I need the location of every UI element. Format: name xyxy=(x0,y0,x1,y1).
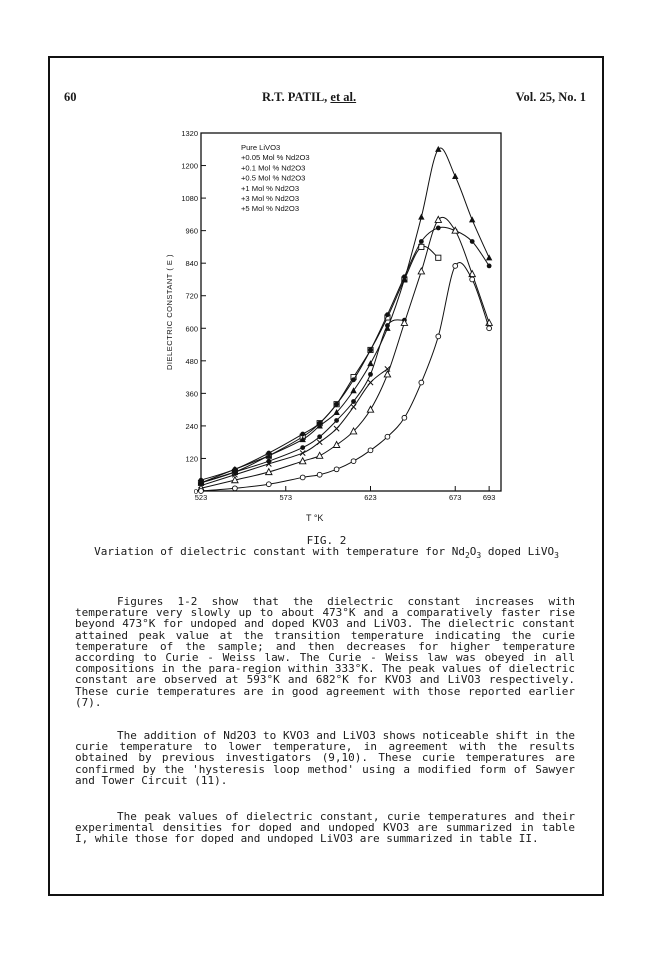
x-tick-label: 573 xyxy=(279,493,293,502)
data-point-circle xyxy=(334,418,339,423)
x-tick-label: 693 xyxy=(482,493,496,502)
series-group xyxy=(199,263,492,494)
data-point-circle xyxy=(317,434,322,439)
data-point-circle xyxy=(453,263,458,268)
author-etal: et al. xyxy=(330,90,357,104)
data-point-triangle xyxy=(333,441,339,447)
data-point-circle xyxy=(470,239,475,244)
legend-entry: +1 Mol % Nd2O3 xyxy=(241,183,300,193)
data-point-circle xyxy=(266,451,271,456)
series-line xyxy=(201,217,489,488)
dielectric-chart xyxy=(160,128,540,513)
y-tick-label: 240 xyxy=(185,421,198,431)
data-point-circle xyxy=(419,380,424,385)
legend-entry: +5 Mol % Nd2O3 xyxy=(241,204,300,214)
y-tick-label: 480 xyxy=(185,356,198,366)
figure-number: FIG. 2 xyxy=(306,534,347,547)
data-point-triangle xyxy=(435,216,441,222)
author-line xyxy=(262,90,356,105)
data-point-circle xyxy=(487,263,492,268)
data-point-circle xyxy=(351,459,356,464)
data-point-circle xyxy=(402,415,407,420)
paragraph-2: The addition of Nd2O3 to KVO3 and LiVO3 shows noticeable shift in the curie temperature to lower temperature, in agreement with the results obtained by previous investigators (9,10). These curie temperatures are confirmed by the 'hysteresis loop method' using a modified form of Sawyer and Tower Circuit (11). xyxy=(75,729,575,787)
data-point-triangle xyxy=(316,452,322,458)
y-tick-label: 1080 xyxy=(181,194,198,204)
figure-caption: Variation of dielectric constant with temperature for $Nd_2O_3$ doped LiVO$_3$ xyxy=(94,545,559,561)
x-tick-label: 673 xyxy=(448,493,462,502)
y-tick-label: 720 xyxy=(185,291,198,301)
data-point-triangle xyxy=(367,406,373,412)
data-point-triangle xyxy=(486,254,492,260)
data-point-triangle xyxy=(418,214,424,220)
data-point-circle xyxy=(368,348,373,353)
volume-info: Vol. 25, No. 1 xyxy=(515,90,586,104)
data-point-circle xyxy=(334,467,339,472)
data-point-circle xyxy=(368,372,373,377)
y-tick-label: 840 xyxy=(185,259,198,269)
legend-entry: Pure LiVO3 xyxy=(241,143,281,152)
data-point-square xyxy=(436,255,441,260)
y-axis-label: DIELECTRIC CONSTANT ( E ) xyxy=(165,254,174,370)
legend-entry: +0.5 Mol % Nd2O3 xyxy=(241,173,306,183)
legend-entry: +3 Mol % Nd2O3 xyxy=(241,194,300,203)
series-line xyxy=(201,263,489,491)
series-group xyxy=(199,226,492,483)
series-line xyxy=(201,369,387,486)
legend-entry: +0.1 Mol % Nd2O3 xyxy=(241,163,306,173)
y-tick-label: 360 xyxy=(185,389,198,399)
y-tick-label: 1200 xyxy=(181,161,198,171)
data-point-circle xyxy=(266,482,271,487)
data-point-circle xyxy=(300,432,305,437)
data-point-circle xyxy=(300,475,305,480)
data-point-circle xyxy=(436,334,441,339)
x-tick-label: 623 xyxy=(364,493,377,502)
legend-entry: +0.05 Mol % Nd2O3 xyxy=(241,153,310,163)
y-tick-label: 120 xyxy=(185,454,198,464)
data-point-circle xyxy=(402,274,407,279)
data-point-circle xyxy=(385,323,390,328)
paragraph-3: The peak values of dielectric constant, curie temperatures and their experimental densities for doped and undoped KVO3 are summarized in table I, while those for doped and undoped LiVO3 are summarized in table II. xyxy=(75,810,575,846)
y-tick-label: 1320 xyxy=(181,129,198,138)
y-tick-label: 600 xyxy=(185,324,198,334)
paragraph-1: Figures 1-2 show that the dielectric constant increases with temperature very slowly up to about 473°K and a comparatively faster rise beyond 473°K for undoped and doped KVO3 and LiVO3. The dielectric constant attained peak value at the transition temperature indicating the curie temperature of the sample; and then decreases for higher temperature according to Curie - Weiss law. The Curie - Weiss law was obeyed in all compositions in the para-region within 333°K. The peak values of dielectric constant are observed at 593°K and 682°K for KVO3 and LiVO3 respectively. These curie temperatures are in good agreement with those reported earlier (7). xyxy=(75,595,575,709)
x-tick-label: 523 xyxy=(194,493,208,502)
running-header xyxy=(64,90,586,106)
data-point-triangle xyxy=(418,268,424,274)
data-point-triangle xyxy=(435,146,441,152)
y-tick-label: 0 xyxy=(193,487,198,496)
data-point-circle xyxy=(385,312,390,317)
page-number: 60 xyxy=(64,90,77,104)
data-point-circle xyxy=(436,226,441,231)
data-point-circle xyxy=(487,326,492,331)
x-axis-unit: T °K xyxy=(306,513,324,523)
data-point-circle xyxy=(317,421,322,426)
data-point-triangle xyxy=(469,216,475,222)
data-point-circle xyxy=(351,399,356,404)
data-point-circle xyxy=(232,486,237,491)
data-point-circle xyxy=(317,472,322,477)
data-point-circle xyxy=(334,402,339,407)
series-group xyxy=(198,216,493,491)
series-line xyxy=(201,227,489,480)
series-group xyxy=(198,366,390,488)
data-point-circle xyxy=(351,377,356,382)
data-point-circle xyxy=(300,445,305,450)
y-tick-label: 960 xyxy=(185,226,198,236)
data-point-triangle xyxy=(452,173,458,179)
data-point-circle xyxy=(368,448,373,453)
data-point-circle xyxy=(419,239,424,244)
data-point-circle xyxy=(199,489,204,494)
data-point-triangle xyxy=(367,360,373,366)
author-main: R.T. PATIL, xyxy=(262,90,331,104)
data-point-circle xyxy=(470,277,475,282)
data-point-circle xyxy=(385,434,390,439)
